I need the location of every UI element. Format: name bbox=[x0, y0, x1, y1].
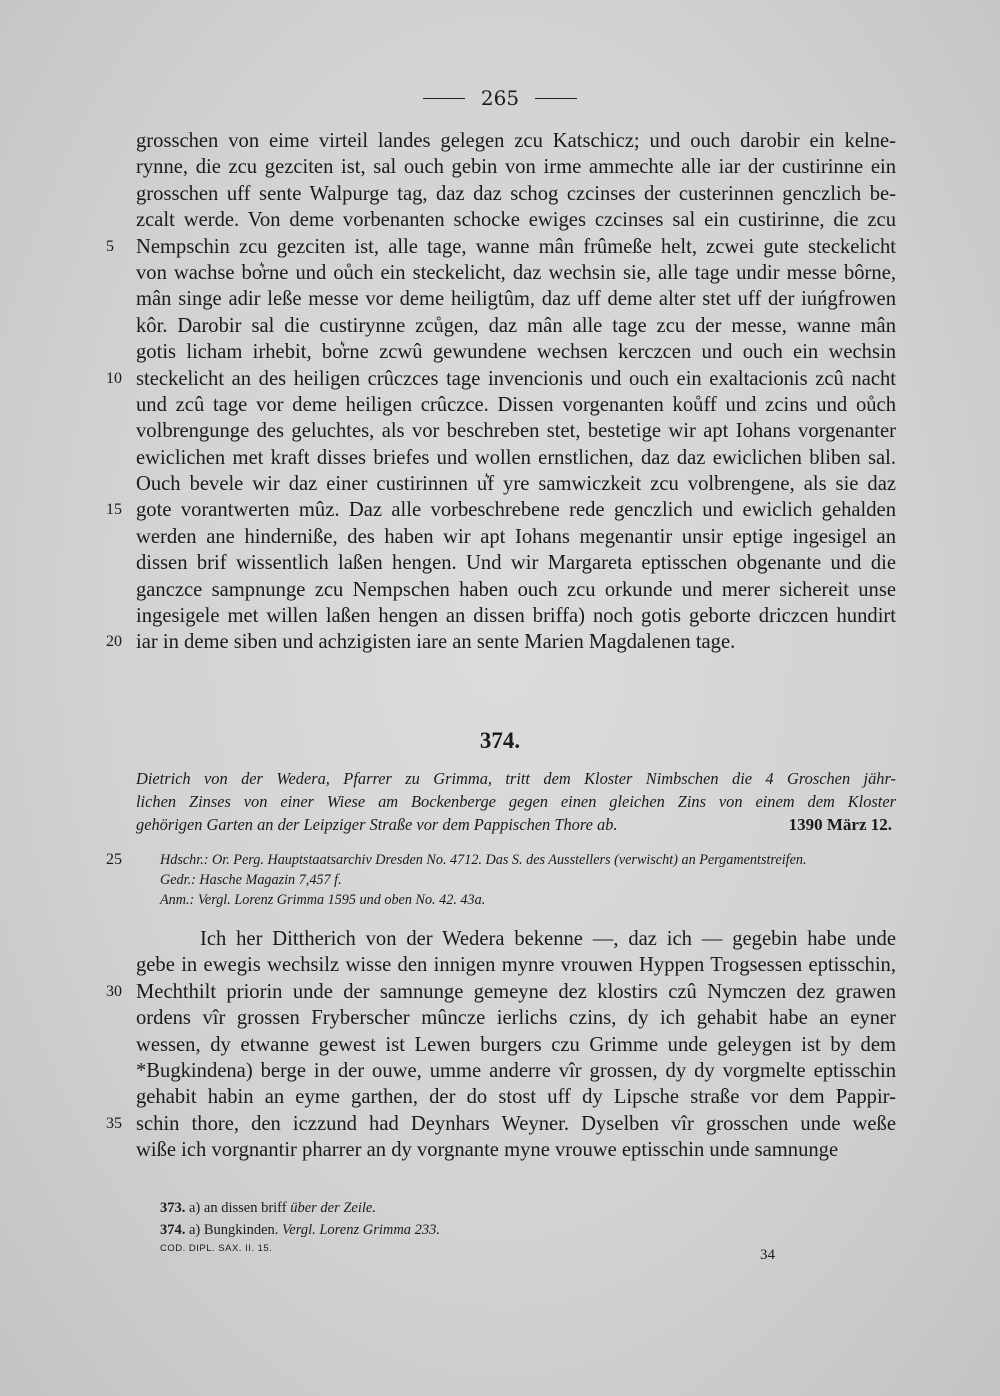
line-text: gebe in ewegis wechsilz wisse den innigen mynre vrouwen Hyppen Trogsessen eptisschin, bbox=[136, 954, 896, 977]
text-line bbox=[136, 286, 896, 312]
line-text: kôr. Darobir sal die custirynne zcůgen, daz mân alle tage zcu der messe, wanne mân bbox=[136, 314, 896, 337]
text-line bbox=[106, 979, 896, 1005]
text-line bbox=[136, 1084, 896, 1110]
line-text: gehabit habin an eyme garthen, der do stost uff dy Lipsche straße vor dem Pappir- bbox=[136, 1086, 896, 1109]
charter-text-continued bbox=[106, 128, 896, 656]
line-number: 25 bbox=[106, 851, 122, 868]
page-header bbox=[0, 86, 1000, 110]
footnote bbox=[160, 1197, 860, 1219]
text-line bbox=[106, 366, 896, 392]
line-text: wiße ich vorgnantir pharrer an dy vorgnante myne vrouwe eptisschin unde samnunge bbox=[136, 1139, 839, 1162]
line-number: 30 bbox=[106, 982, 122, 1000]
line-text: volbrengunge des geluchtes, als vor beschreben stet, bestetige wir apt Iohans vorgenanter bbox=[136, 420, 896, 443]
line-text: schin thore, den iczzund had Deynhars Weyner. Dyselben vîr grosschen unde weße bbox=[136, 1112, 896, 1135]
print-note: Gedr.: Hasche Magazin 7,457 f. bbox=[160, 872, 342, 888]
line-number: 10 bbox=[106, 369, 122, 387]
text-line bbox=[136, 1137, 896, 1163]
line-text: gote vorantwerten mûz. Daz alle vorbeschrebene rede genczlich und ewiclich gehalden bbox=[136, 499, 896, 522]
header-rule-right bbox=[535, 98, 577, 99]
line-text: Mechthilt priorin unde der samnunge gemeyne dez klostirs czû Nymczen dez grawen bbox=[136, 980, 896, 1003]
remark-note: Anm.: Vergl. Lorenz Grimma 1595 und oben No. 42. 43a. bbox=[160, 892, 486, 908]
line-text: *Bugkindena) berge in der ouwe, umme anderre vîr grossen, dy dy vorgmelte eptisschin bbox=[136, 1059, 896, 1082]
footnote-ref: 374. bbox=[160, 1222, 186, 1238]
text-line bbox=[136, 418, 896, 444]
line-text: gotis licham irhebit, bo͛rne zcwû gewundene wechsen kerczcen und ouch ein wechsin bbox=[136, 341, 896, 364]
text-line bbox=[136, 577, 896, 603]
regest-line: lichen Zinses von einer Wiese am Bockenberge gegen einen gleichen Zins von einem dem Kloster bbox=[136, 792, 896, 811]
text-line bbox=[136, 550, 896, 576]
line-text: von wachse bo͛rne und oůch ein steckelicht, daz wechsin sie, alle tage undir messe bôrne, bbox=[136, 261, 896, 284]
regest-line: gehörigen Garten an der Leipziger Straße vor dem Pappischen Thore ab. bbox=[136, 815, 618, 834]
text-line bbox=[136, 524, 896, 550]
text-line bbox=[106, 497, 896, 523]
footnote-text: a) an dissen briff bbox=[189, 1200, 287, 1216]
page-number: 265 bbox=[480, 86, 520, 110]
line-number: 5 bbox=[106, 237, 114, 255]
line-number: 35 bbox=[106, 1114, 122, 1132]
line-text: Nempschin zcu gezciten ist, alle tage, wanne mân frûmeße helt, zcwei gute steckelicht bbox=[136, 235, 896, 258]
line-text: ingesigele met willen laßen hengen an dissen briffa) noch gotis geborte driczcen hundirt bbox=[136, 605, 896, 628]
text-line bbox=[136, 1032, 896, 1058]
header-rule-left bbox=[423, 98, 465, 99]
text-line bbox=[106, 629, 896, 655]
source-line bbox=[160, 870, 900, 890]
line-text: werden ane hinderniße, des haben wir apt Iohans megenantir unsir eptige ingesigel an bbox=[136, 525, 896, 548]
line-text: rynne, die zcu gezciten ist, sal ouch gebin von irme ammechte alle iar der custirinne ein bbox=[136, 156, 896, 179]
document-number: 374. bbox=[479, 728, 521, 753]
regest-line-last bbox=[136, 813, 896, 836]
source-notes bbox=[106, 850, 900, 910]
footnote-note: über der Zeile. bbox=[290, 1200, 376, 1216]
line-text: dissen brif wissentlich laßen hengen. Und wir Margareta eptisschen obgenante und die bbox=[136, 552, 896, 575]
line-text: grosschen von eime virteil landes gelegen zcu Katschicz; und ouch darobir ein kelne- bbox=[136, 130, 896, 152]
line-text: Ich her Dittherich von der Wedera bekenne —, daz ich — gegebin habe unde bbox=[200, 928, 896, 950]
line-text: grosschen uff sente Walpurge tag, daz daz schog czcinses der custerinnen genczlich be- bbox=[136, 182, 896, 205]
text-line bbox=[136, 445, 896, 471]
text-line bbox=[136, 392, 896, 418]
source-line bbox=[160, 890, 900, 910]
line-text: mân singe adir leße messe vor deme heiligtûm, daz uff deme alter stet uff der iuńgfrowen bbox=[136, 288, 896, 311]
regest bbox=[136, 767, 896, 836]
text-line bbox=[136, 207, 896, 233]
footnote-text: a) Bungkinden. bbox=[189, 1222, 279, 1238]
line-number: 20 bbox=[106, 633, 122, 651]
line-text: wessen, dy etwanne gewest ist Lewen burgers czu Grimme unde geleygen ist by dem bbox=[136, 1033, 896, 1056]
text-line bbox=[136, 128, 896, 154]
footnotes bbox=[160, 1197, 860, 1241]
text-line bbox=[136, 952, 896, 978]
line-text: ewiclichen met kraft disses briefes und wollen ernstlichen, daz daz ewiclichen bliben sal. bbox=[136, 446, 896, 469]
text-line bbox=[106, 1111, 896, 1137]
line-text: iar in deme siben und achzigisten iare an sente Marien Magdalenen tage. bbox=[136, 631, 736, 654]
text-line bbox=[136, 154, 896, 180]
regest-line: Dietrich von der Wedera, Pfarrer zu Grimma, tritt dem Kloster Nimbschen die 4 Groschen jähr- bbox=[136, 769, 896, 788]
line-text: steckelicht an des heiligen crûczces tage invencionis und ouch ein exaltacionis zcû nacht bbox=[136, 367, 896, 390]
signature-mark: COD. DIPL. SAX. II. 15. bbox=[160, 1243, 273, 1254]
line-text: Ouch bevele wir daz einer custirinnen u͛f yre samwiczkeit zcu volbrengene, als sie daz bbox=[136, 473, 896, 496]
charter-text-374 bbox=[106, 926, 896, 1164]
text-line bbox=[136, 926, 896, 952]
line-text: ordens vîr grossen Fryberscher mûncze ierlichs czins, dy ich gehabit habe an eyner bbox=[136, 1007, 896, 1030]
text-line bbox=[136, 181, 896, 207]
footnote bbox=[160, 1219, 860, 1241]
text-line bbox=[136, 1058, 896, 1084]
text-line bbox=[136, 313, 896, 339]
line-text: und zcû tage vor deme heiligen crûczce. Dissen vorgenanten koůff und zcins und oůch bbox=[136, 393, 896, 416]
line-text: ganczce sampnunge zcu Nempschen haben ouch zcu orkunde und merer sichereit unse bbox=[136, 578, 896, 601]
document-date: 1390 März 12. bbox=[788, 815, 892, 834]
text-line bbox=[106, 234, 896, 260]
text-line bbox=[136, 260, 896, 286]
line-text: zcalt werde. Von deme vorbenanten schocke ewiges czcinses sal ein custirinne, die zcu bbox=[136, 209, 896, 232]
sheet-number: 34 bbox=[760, 1247, 775, 1263]
source-line bbox=[106, 850, 900, 870]
text-line bbox=[136, 1005, 896, 1031]
manuscript-note: Hdschr.: Or. Perg. Hauptstaatsarchiv Dresden No. 4712. Das S. des Ausstellers (verwischt) an Pergamentstreifen. bbox=[160, 852, 807, 868]
text-line bbox=[136, 471, 896, 497]
text-line bbox=[136, 603, 896, 629]
line-number: 15 bbox=[106, 501, 122, 519]
text-line bbox=[136, 339, 896, 365]
footnote-note: Vergl. Lorenz Grimma 233. bbox=[282, 1222, 441, 1238]
footnote-ref: 373. bbox=[160, 1200, 186, 1216]
